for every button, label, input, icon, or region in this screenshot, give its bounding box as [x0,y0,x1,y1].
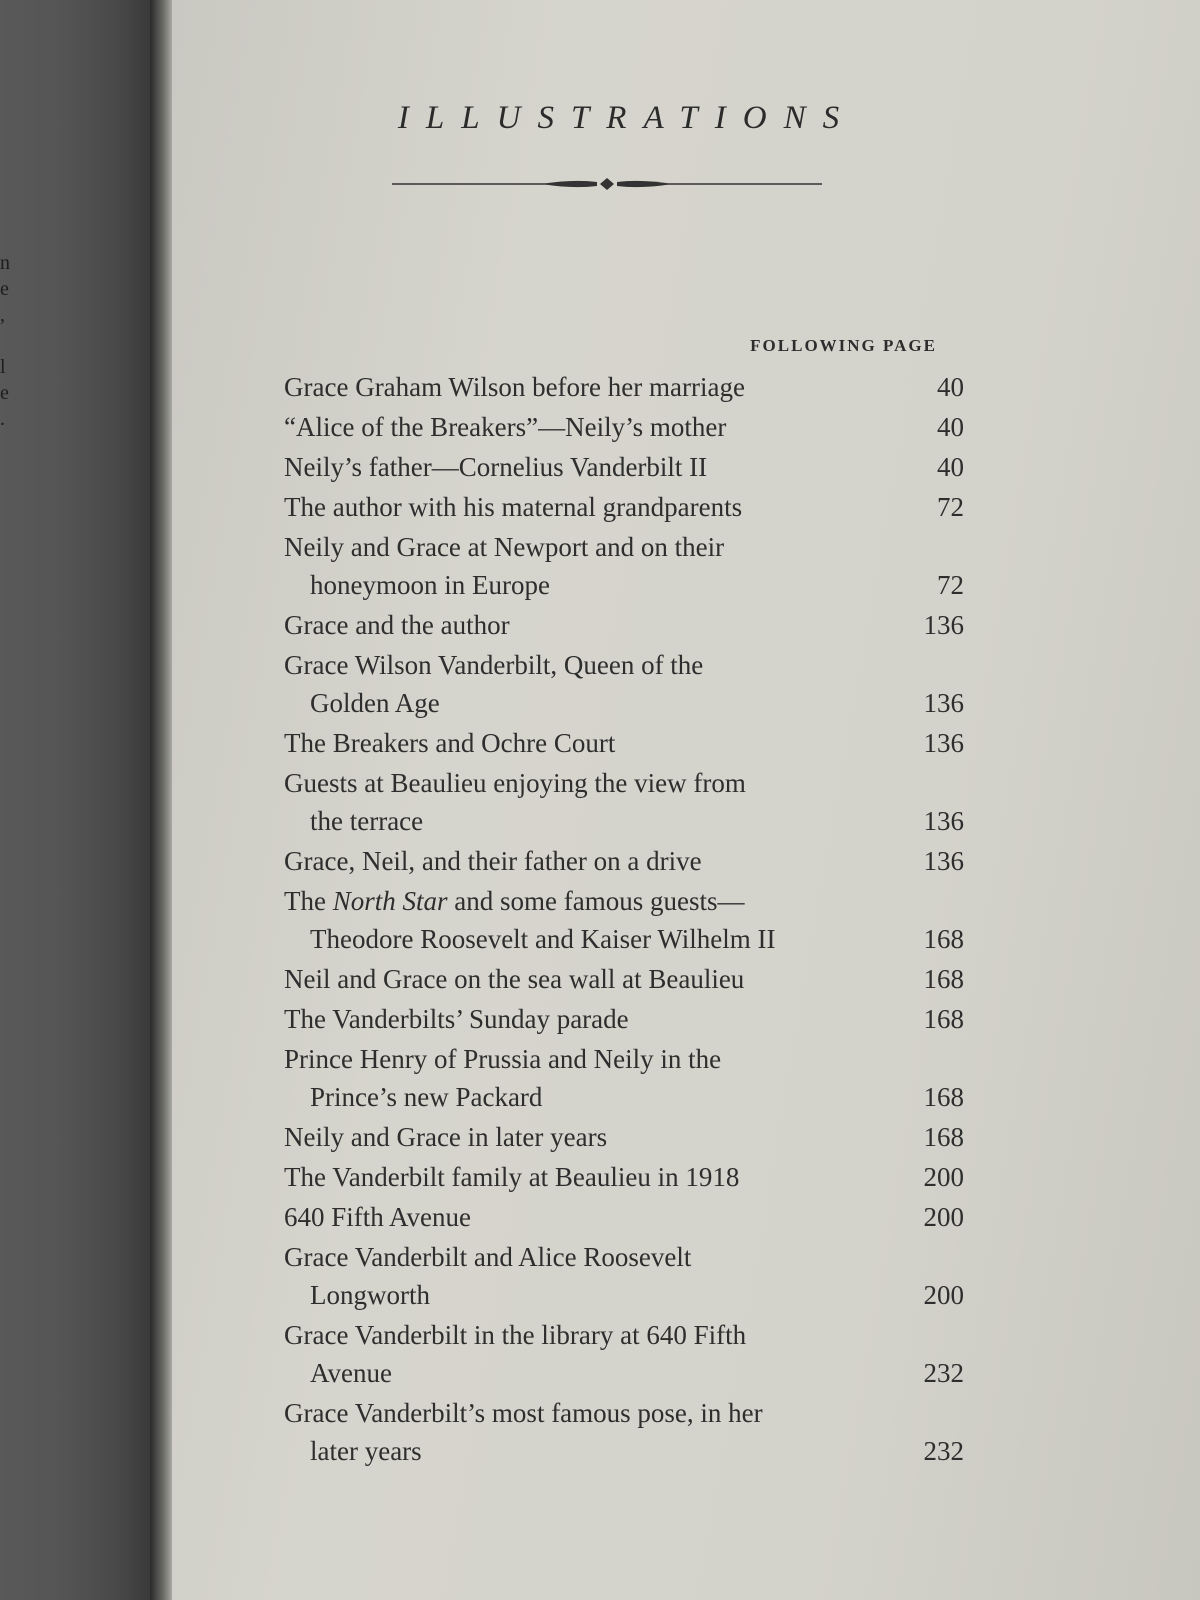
illustration-entry [284,368,964,406]
entry-page-number: 136 [923,610,964,640]
entry-caption: Guests at Beaulieu enjoying the view from [284,768,746,798]
entry-page-number: 168 [923,1082,964,1112]
entry-caption-continuation: Longworth [310,1280,430,1310]
entry-caption-continuation: the terrace [310,806,424,836]
entry-caption: Grace Wilson Vanderbilt, Queen of the [284,650,704,680]
illustration-entry [284,882,964,958]
entry-caption-continuation: Prince’s new Packard [310,1082,543,1112]
entry-caption: Grace Vanderbilt in the library at 640 Fifth [284,1320,747,1350]
entry-caption: Neil and Grace on the sea wall at Beaulieu [284,964,745,994]
illustration-entry [284,724,964,762]
entry-caption: Grace Graham Wilson before her marriage [284,372,745,402]
illustration-entry [284,646,964,722]
entry-page-number: 72 [937,570,964,600]
left-page-fragment: e [0,382,9,404]
entry-caption-continuation: Theodore Roosevelt and Kaiser Wilhelm II [310,924,776,954]
entry-caption: The Vanderbilts’ Sunday parade [284,1004,629,1034]
entry-caption: Neily and Grace at Newport and on their [284,532,725,562]
column-header: FOLLOWING PAGE [750,336,937,355]
illustration-entry [284,1316,964,1392]
italic-ship-name: North Star [332,886,448,916]
illustration-entry [284,842,964,880]
left-page-fragment: n [0,252,10,274]
left-page-fragment [0,328,20,354]
illustration-entry [284,1040,964,1116]
ornament-divider [392,173,822,195]
entry-caption-continuation: later years [310,1436,422,1466]
entry-caption: The Breakers and Ochre Court [284,728,616,758]
illustration-entry [284,1000,964,1038]
entry-caption-continuation: Avenue [310,1358,392,1388]
entry-page-number: 168 [923,1004,964,1034]
entry-page-number: 136 [923,688,964,718]
left-page-fragment: , [0,304,5,326]
entry-page-number: 232 [923,1358,964,1388]
illustration-entry [284,1198,964,1236]
illustration-entry [284,1238,964,1314]
entry-page-number: 200 [923,1162,964,1192]
illustration-entry [284,1158,964,1196]
entry-caption: Grace and the author [284,610,510,640]
entry-page-number: 136 [923,846,964,876]
illustration-entry [284,448,964,486]
entry-page-number: 40 [937,372,964,402]
illustration-entry [284,488,964,526]
entry-page-number: 40 [937,452,964,482]
book-gutter [150,0,174,1600]
page-title: ILLUSTRATIONS [397,100,857,136]
left-facing-page [0,0,150,1600]
entry-page-number: 168 [923,964,964,994]
entry-caption: The Vanderbilt family at Beaulieu in 1918 [284,1162,740,1192]
entry-page-number: 168 [923,924,964,954]
entry-page-number: 232 [923,1436,964,1466]
illustration-entry [284,1394,964,1470]
entry-caption: “Alice of the Breakers”—Neily’s mother [284,412,727,442]
entry-page-number: 200 [923,1280,964,1310]
left-page-fragment: l [0,356,6,378]
entry-page-number: 136 [923,806,964,836]
left-page-text-fragments [0,250,20,432]
illustration-entry [284,606,964,644]
left-page-fragment: . [0,408,5,430]
illustration-entry [284,408,964,446]
left-page-fragment: e [0,278,9,300]
entry-page-number: 72 [937,492,964,522]
entry-caption: Neily and Grace in later years [284,1122,608,1152]
entry-caption: The author with his maternal grandparents [284,492,743,522]
illustration-entry [284,1118,964,1156]
entry-page-number: 200 [923,1202,964,1232]
entry-caption: Grace, Neil, and their father on a drive [284,846,702,876]
illustration-entry [284,528,964,604]
entry-page-number: 40 [937,412,964,442]
entry-page-number: 168 [923,1122,964,1152]
entry-caption: Neily’s father—Cornelius Vanderbilt II [284,452,708,482]
illustrations-list [284,368,964,1472]
illustrations-page [172,0,1200,1600]
entry-caption: The North Star and some famous guests— [284,886,745,916]
entry-caption: Grace Vanderbilt’s most famous pose, in her [284,1398,763,1428]
entry-caption: Grace Vanderbilt and Alice Roosevelt [284,1242,692,1272]
illustration-entry [284,960,964,998]
entry-caption: Prince Henry of Prussia and Neily in the [284,1044,722,1074]
entry-caption-continuation: honeymoon in Europe [310,570,550,600]
illustration-entry [284,764,964,840]
entry-caption: 640 Fifth Avenue [284,1202,471,1232]
entry-page-number: 136 [923,728,964,758]
entry-caption-continuation: Golden Age [310,688,440,718]
